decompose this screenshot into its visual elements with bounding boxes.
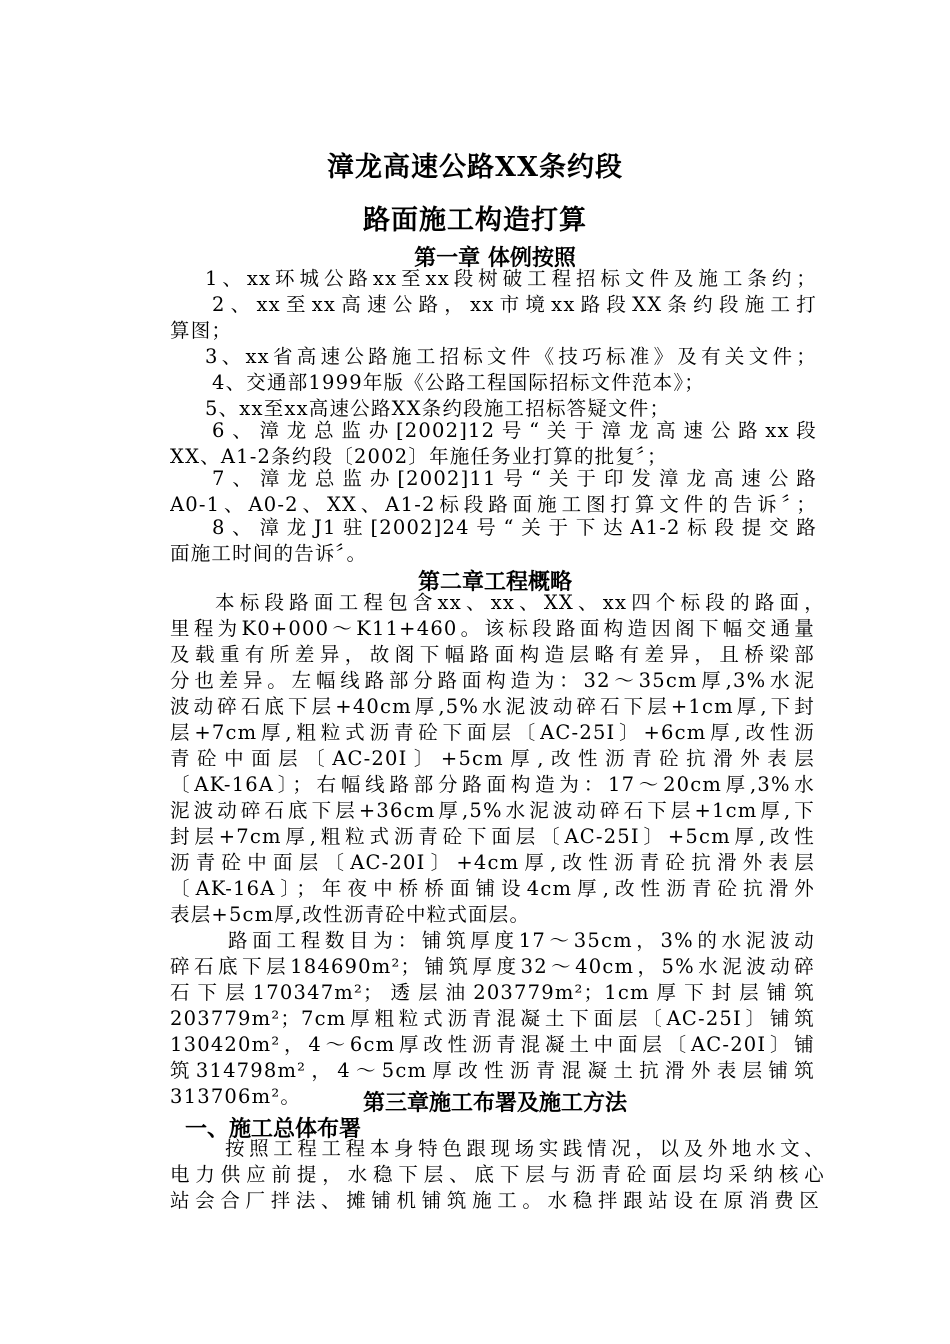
- chapter-1-line: 面施工时间的告诉〞。: [170, 542, 368, 565]
- chapter-2-line: 波动碎石底下层+40cm厚,5%水泥波动碎石下层+1cm厚,下封: [170, 695, 815, 718]
- chapter-2-line: 石下层170347m²；透层油203779m²；1cm厚下封层铺筑: [170, 981, 815, 1004]
- chapter-2-line: 分也差异。左幅线路部分路面构造为：32～35cm厚,3%水泥: [170, 669, 815, 692]
- chapter-1-line: 4、交通部1999年版《公路工程国际招标文件范本》；: [212, 371, 705, 394]
- chapter-2-line: 表层+5cm厚,改性沥青砼中粒式面层。: [170, 903, 531, 926]
- section-heading: 一、施工总体布署: [185, 1116, 362, 1142]
- chapter-1-line: 3、xx省高速公路施工招标文件《技巧标准》及有关文件；: [205, 345, 817, 368]
- chapter-3-heading: 第三章施工布署及施工方法: [362, 1090, 627, 1116]
- document-subtitle: 路面施工构造打算: [363, 205, 587, 236]
- chapter-1-line: 1、xx环城公路xx至xx段树破工程招标文件及施工条约；: [205, 267, 817, 290]
- chapter-1-line: 6、漳龙总监办[2002]12号“关于漳龙高速公路xx段: [212, 419, 817, 442]
- chapter-3-line: 按照工程工程本身特色跟现场实践情况，以及外地水文、: [225, 1137, 825, 1160]
- chapter-2-line: 里程为K0+000～K11+460。该标段路面构造因阁下幅交通量: [170, 617, 815, 640]
- chapter-2-line: 〔AK-16A〕；右幅线路部分路面构造为：17～20cm厚,3%水: [170, 773, 815, 796]
- chapter-2-line: 〔AK-16A〕；年夜中桥桥面铺设4cm厚,改性沥青砼抗滑外: [170, 877, 815, 900]
- chapter-2-line: 及载重有所差异，故阁下幅路面构造层略有差异，且桥梁部: [170, 643, 815, 666]
- chapter-1-line: 8、漳龙J1驻[2002]24号“关于下达A1-2标段提交路: [212, 516, 817, 539]
- chapter-2-line: 313706m²。: [170, 1085, 302, 1108]
- chapter-2-line: 碎石底下层184690m²；铺筑厚度32～40cm，5%水泥波动碎: [170, 955, 815, 978]
- chapter-2-line: 203779m²；7cm厚粗粒式沥青混凝土下面层〔AC-25I〕铺筑: [170, 1007, 815, 1030]
- chapter-1-line: 5、xx至xx高速公路XX条约段施工招标答疑文件；: [205, 397, 671, 420]
- chapter-2-line: 路面工程数目为：铺筑厚度17～35cm，3%的水泥波动: [228, 929, 815, 952]
- chapter-2-line: 泥波动碎石底下层+36cm厚,5%水泥波动碎石下层+1cm厚,下: [170, 799, 815, 822]
- chapter-2-line: 层+7cm厚,粗粒式沥青砼下面层〔AC-25I〕+6cm厚,改性沥: [170, 721, 815, 744]
- chapter-2-heading: 第二章工程概略: [417, 569, 572, 595]
- chapter-1-line: 2、xx至xx高速公路，xx市境xx路段XX条约段施工打: [212, 293, 817, 316]
- chapter-1-line: XX、A1-2条约段〔2002〕年施任务业打算的批复〞；: [170, 445, 668, 468]
- chapter-3-line: 站会合厂拌法、摊铺机铺筑施工。水稳拌跟站设在原消费区: [170, 1189, 820, 1212]
- chapter-1-line: A0-1、A0-2、XX、A1-2标段路面施工图打算文件的告诉〞；: [170, 493, 817, 516]
- chapter-2-line: 130420m²，4～6cm厚改性沥青混凝土中面层〔AC-20I〕铺: [170, 1033, 815, 1056]
- chapter-2-line: 沥青砼中面层〔AC-20I〕+4cm厚,改性沥青砼抗滑外表层: [170, 851, 815, 874]
- chapter-2-line: 筑314798m²，4～5cm厚改性沥青混凝土抗滑外表层铺筑: [170, 1059, 815, 1082]
- chapter-2-line: 本标段路面工程包含xx、xx、XX、xx四个标段的路面，: [215, 591, 825, 614]
- document-title: 漳龙高速公路XX条约段: [327, 152, 623, 183]
- chapter-2-line: 封层+7cm厚,粗粒式沥青砼下面层〔AC-25I〕+5cm厚,改性: [170, 825, 815, 848]
- chapter-1-heading: 第一章 体例按照: [414, 245, 576, 271]
- chapter-1-line: 算图；: [170, 319, 233, 342]
- chapter-2-line: 青砼中面层〔AC-20I〕+5cm厚,改性沥青砼抗滑外表层: [170, 747, 815, 770]
- chapter-1-line: 7、漳龙总监办[2002]11号“关于印发漳龙高速公路: [212, 467, 817, 490]
- chapter-3-line: 电力供应前提，水稳下层、底下层与沥青砼面层均采纳核心: [170, 1163, 825, 1186]
